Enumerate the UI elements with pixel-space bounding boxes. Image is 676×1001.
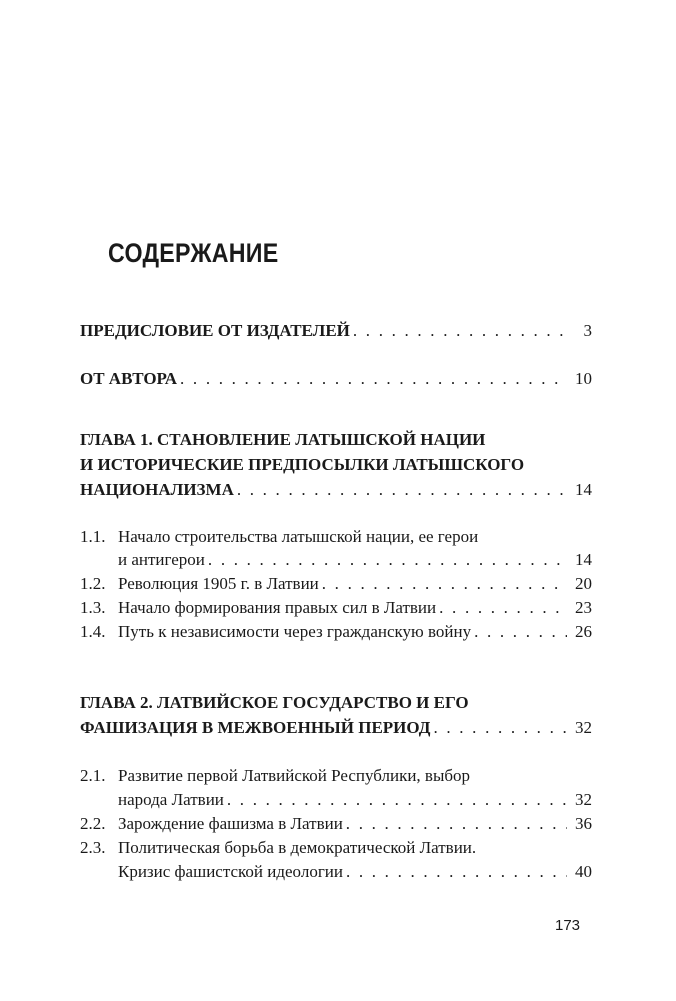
- dot-leader: [346, 860, 567, 884]
- dot-leader: [208, 548, 567, 572]
- section-number: 2.3.: [80, 838, 106, 857]
- dot-leader: [322, 572, 567, 596]
- dot-leader: [237, 478, 567, 502]
- toc-page-number: 14: [575, 550, 592, 569]
- toc-page-number: 10: [575, 369, 592, 388]
- toc-chapter-1-line-3: НАЦИОНАЛИЗМА . . . 14: [80, 478, 592, 502]
- toc-section-2-2: 2.2. Зарождение фашизма в Латвии . . . 36: [80, 812, 592, 836]
- dot-leader: [353, 319, 567, 343]
- toc-section-2-1-line-1: 2.1. Развитие первой Латвийской Республики, выбор: [80, 764, 592, 788]
- toc-page-number: 36: [575, 814, 592, 833]
- toc-entry-preface: [80, 319, 592, 343]
- toc-page-number: 32: [575, 718, 592, 737]
- toc-section-2-3-line-2: Кризис фашистской идеологии . . . 40: [118, 860, 592, 884]
- toc-chapter-1-line-2: И ИСТОРИЧЕСКИЕ ПРЕДПОСЫЛКИ ЛАТЫШСКОГО: [80, 455, 525, 474]
- page-number: 173: [555, 917, 581, 934]
- section-number: 2.1.: [80, 766, 106, 785]
- toc-section-1-3: 1.3. Начало формирования правых сил в Латвии . . . 23: [80, 596, 592, 620]
- dot-leader: [180, 367, 567, 391]
- toc-page-number: 14: [575, 480, 592, 499]
- toc-entry-author: [80, 367, 592, 391]
- toc-chapter-2-line-1: ГЛАВА 2. ЛАТВИЙСКОЕ ГОСУДАРСТВО И ЕГО: [80, 693, 469, 712]
- dot-leader: [439, 596, 567, 620]
- toc-page-number: 20: [575, 574, 592, 593]
- toc-entry-label: ОТ АВТОРА: [80, 369, 178, 388]
- toc-page-number: 26: [575, 622, 592, 641]
- toc-section-2-3-line-1: 2.3. Политическая борьба в демократической Латвии.: [80, 836, 592, 860]
- toc-section-1-1-line-2: и антигерои . . . 14: [118, 548, 592, 572]
- toc-page-number: 3: [583, 321, 592, 340]
- section-number: 1.1.: [80, 527, 106, 546]
- toc-page-number: 32: [575, 790, 592, 809]
- section-number: 1.4.: [80, 622, 106, 641]
- section-number: 1.2.: [80, 574, 106, 593]
- toc-chapter-2-line-2: ФАШИЗАЦИЯ В МЕЖВОЕННЫЙ ПЕРИОД . . . 32: [80, 716, 592, 740]
- dot-leader: [227, 788, 567, 812]
- toc-page-number: 23: [575, 598, 592, 617]
- dot-leader: [474, 620, 567, 644]
- page-title: СОДЕРЖАНИЕ: [108, 238, 279, 268]
- toc-section-1-1-line-1: 1.1. Начало строительства латышской нации, ее герои: [80, 525, 592, 549]
- toc-page-number: 40: [575, 862, 592, 881]
- toc-section-2-1-line-2: народа Латвии . . . 32: [118, 788, 592, 812]
- toc-section-1-4: 1.4. Путь к независимости через гражданскую войну . . . 26: [80, 620, 592, 644]
- dot-leader: [346, 812, 567, 836]
- dot-leader: [433, 716, 567, 740]
- toc-chapter-1-line-1: ГЛАВА 1. СТАНОВЛЕНИЕ ЛАТЫШСКОЙ НАЦИИ: [80, 430, 486, 449]
- toc-entry-label: ПРЕДИСЛОВИЕ ОТ ИЗДАТЕЛЕЙ: [80, 321, 350, 340]
- section-number: 1.3.: [80, 598, 106, 617]
- toc-section-1-2: 1.2. Революция 1905 г. в Латвии . . . 20: [80, 572, 592, 596]
- section-number: 2.2.: [80, 814, 106, 833]
